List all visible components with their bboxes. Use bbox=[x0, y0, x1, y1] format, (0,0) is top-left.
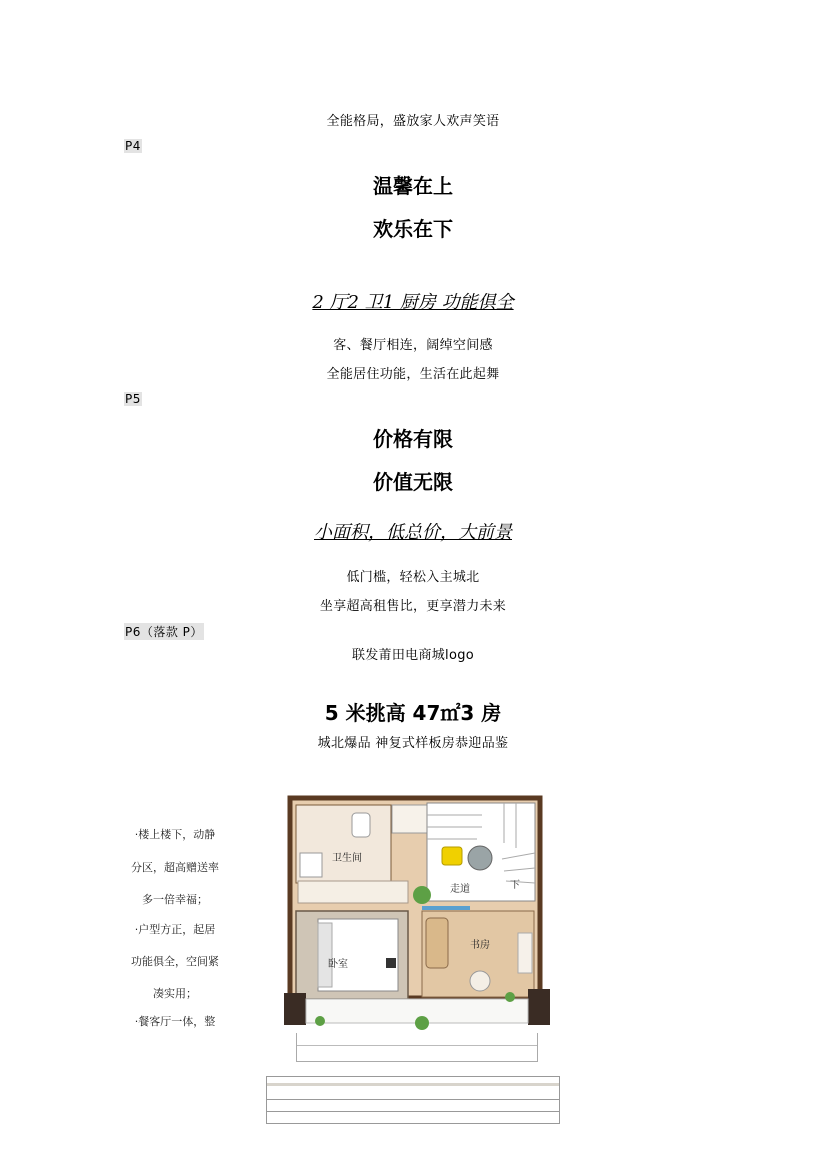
p5-heading-2: 价值无限 bbox=[373, 470, 453, 494]
p6-subtitle: 城北爆品 神复式样板房恭迎品鉴 bbox=[317, 736, 509, 751]
p4-heading-1: 温馨在上 bbox=[373, 174, 453, 198]
p4-body-1: 客、餐厅相连，阔绰空间感 bbox=[333, 338, 493, 353]
toilet-icon bbox=[352, 813, 370, 837]
sofa-icon bbox=[426, 918, 448, 968]
balcony-rail-upper bbox=[296, 1033, 538, 1062]
p4-slogan: 2 厅2 卫1 厨房 功能俱全 bbox=[312, 292, 514, 313]
p5-heading-1: 价格有限 bbox=[373, 427, 453, 451]
pillar-left bbox=[284, 993, 306, 1025]
floor-plan bbox=[282, 793, 552, 1033]
p5-body-2: 坐享超高租售比，更享潜力未来 bbox=[319, 599, 507, 614]
label-study: 书房 bbox=[470, 940, 490, 951]
p6-title: 5 米挑高 47㎡3 房 bbox=[324, 701, 502, 725]
sidebar-line: ·户型方正，起居 bbox=[134, 923, 216, 936]
sidebar-line: 多一倍幸福； bbox=[142, 893, 208, 906]
sidebar-line: 凑实用； bbox=[153, 987, 197, 1000]
p5-slogan: 小面积，低总价，大前景 bbox=[314, 522, 512, 543]
label-down: 下 bbox=[510, 880, 520, 891]
sidebar-line: 功能俱全，空间紧 bbox=[131, 955, 219, 968]
p5-body-1: 低门槛，轻松入主城北 bbox=[346, 570, 480, 585]
plant-icon bbox=[413, 886, 431, 904]
label-bathroom: 卫生间 bbox=[332, 853, 362, 864]
balcony-rail-lower bbox=[266, 1076, 560, 1124]
label-corridor: 走道 bbox=[450, 884, 470, 895]
label-bedroom: 卧室 bbox=[328, 959, 348, 970]
pillar-right bbox=[528, 989, 550, 1025]
p4-heading-2: 欢乐在下 bbox=[373, 217, 453, 241]
section-marker-p5: P5 bbox=[125, 392, 141, 406]
sidebar-line: 分区，超高赠送率 bbox=[131, 861, 219, 874]
intro-line: 全能格局，盛放家人欢声笑语 bbox=[326, 114, 500, 129]
section-marker-p4: P4 bbox=[125, 139, 141, 153]
p6-logo-line: 联发莆田电商城logo bbox=[351, 648, 475, 663]
p4-body-2: 全能居住功能，生活在此起舞 bbox=[326, 367, 500, 382]
sidebar-line: ·餐客厅一体，整 bbox=[134, 1015, 216, 1028]
chair-icon bbox=[442, 847, 462, 865]
sink-icon bbox=[300, 853, 322, 877]
sidebar-line: ·楼上楼下，动静 bbox=[134, 828, 216, 841]
section-marker-p6: P6（落款 P） bbox=[125, 625, 203, 639]
